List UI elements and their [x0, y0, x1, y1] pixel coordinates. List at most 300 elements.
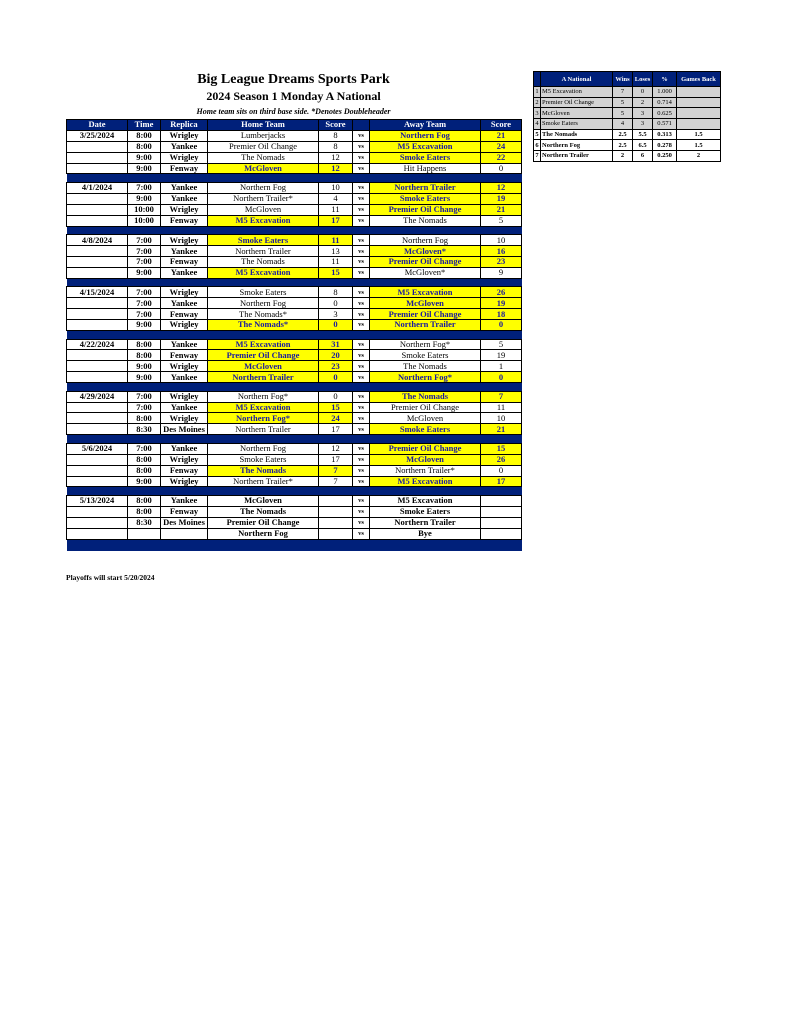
away-score: 0 [481, 320, 522, 331]
week-separator [67, 435, 522, 444]
standings-rank: 7 [535, 152, 539, 160]
away-score [481, 517, 522, 528]
game-date [67, 152, 128, 163]
home-score: 0 [319, 391, 353, 402]
away-team: The Nomads [370, 391, 481, 402]
schedule-body [67, 130, 522, 550]
vs-label: vs [353, 163, 370, 174]
standings-team: Smoke Eaters [541, 119, 613, 130]
page-subtitle: 2024 Season 1 Monday A National [206, 89, 381, 103]
standings-loses: 6 [633, 151, 653, 162]
home-team: The Nomads [208, 465, 319, 476]
standings-table [533, 71, 721, 162]
home-team: Northern Fog [208, 443, 319, 454]
vs-label: vs [353, 267, 370, 278]
game-row [67, 454, 522, 465]
home-score: 17 [319, 424, 353, 435]
game-date [67, 413, 128, 424]
game-time: 9:00 [128, 372, 161, 383]
vs-label: vs [353, 391, 370, 402]
game-replica: Wrigley [161, 287, 208, 298]
game-replica: Des Moines [161, 517, 208, 528]
game-date: 3/25/2024 [67, 130, 128, 141]
away-team: Premier Oil Change [370, 309, 481, 320]
col-header-home-score: Score [319, 120, 353, 131]
away-team: Smoke Eaters [370, 152, 481, 163]
game-time: 7:00 [128, 309, 161, 320]
away-team: Premier Oil Change [370, 204, 481, 215]
away-team: Smoke Eaters [370, 506, 481, 517]
home-team: Northern Fog [208, 528, 319, 539]
game-date [67, 424, 128, 435]
game-row [67, 141, 522, 152]
home-score [319, 506, 353, 517]
standings-games-back [677, 108, 721, 119]
away-team: McGloven* [370, 267, 481, 278]
game-time: 9:00 [128, 476, 161, 487]
standings-pct: 1.000 [653, 87, 677, 98]
away-team: Northern Trailer [370, 183, 481, 194]
game-time: 8:30 [128, 517, 161, 528]
standings-pct: 0.278 [653, 140, 677, 151]
vs-label: vs [353, 152, 370, 163]
home-team: Northern Fog* [208, 391, 319, 402]
game-row [67, 204, 522, 215]
standings-pct: 0.625 [653, 108, 677, 119]
vs-label: vs [353, 215, 370, 226]
vs-label: vs [353, 413, 370, 424]
away-team: Northern Trailer [370, 320, 481, 331]
game-time: 7:00 [128, 402, 161, 413]
game-replica: Yankee [161, 141, 208, 152]
vs-label: vs [353, 372, 370, 383]
standings-wins: 2.5 [613, 129, 633, 140]
away-score: 5 [481, 215, 522, 226]
away-score: 18 [481, 309, 522, 320]
game-row [67, 391, 522, 402]
home-score: 11 [319, 235, 353, 246]
game-date: 4/29/2024 [67, 391, 128, 402]
game-replica: Fenway [161, 215, 208, 226]
game-row [67, 193, 522, 204]
home-score: 8 [319, 141, 353, 152]
vs-label: vs [353, 298, 370, 309]
game-row [67, 298, 522, 309]
home-score: 3 [319, 309, 353, 320]
away-score: 21 [481, 424, 522, 435]
away-score: 12 [481, 183, 522, 194]
col-header-home-team: Home Team [208, 120, 319, 131]
away-score: 9 [481, 267, 522, 278]
vs-label: vs [353, 183, 370, 194]
standings-team: McGloven [541, 108, 613, 119]
game-replica: Yankee [161, 372, 208, 383]
game-date [67, 215, 128, 226]
game-row [67, 339, 522, 350]
game-row [67, 309, 522, 320]
game-replica: Yankee [161, 193, 208, 204]
standings-loses: 5.5 [633, 129, 653, 140]
away-team: Bye [370, 528, 481, 539]
away-team: Northern Trailer [370, 517, 481, 528]
game-time: 10:00 [128, 204, 161, 215]
game-time: 9:00 [128, 361, 161, 372]
away-score: 10 [481, 235, 522, 246]
vs-label: vs [353, 287, 370, 298]
away-team: McGloven [370, 454, 481, 465]
standings-loses: 6.5 [633, 140, 653, 151]
game-row [67, 372, 522, 383]
game-replica: Yankee [161, 495, 208, 506]
game-date [67, 506, 128, 517]
week-separator [67, 487, 522, 496]
game-replica: Yankee [161, 443, 208, 454]
standings-body [534, 87, 721, 162]
game-date [67, 309, 128, 320]
vs-label: vs [353, 193, 370, 204]
standings-rank: 6 [535, 141, 539, 149]
schedule-note: Home team sits on third base side. *Denotes Doubleheader [196, 107, 391, 116]
standings-games-back [677, 97, 721, 108]
game-row [67, 528, 522, 539]
game-replica: Fenway [161, 506, 208, 517]
standings-wins: 5 [613, 97, 633, 108]
game-row [67, 517, 522, 528]
home-team: Smoke Eaters [208, 454, 319, 465]
page-title: Big League Dreams Sports Park [197, 72, 390, 87]
home-score: 12 [319, 443, 353, 454]
week-separator [67, 539, 522, 551]
home-team: M5 Excavation [208, 402, 319, 413]
game-time: 7:00 [128, 298, 161, 309]
game-date [67, 372, 128, 383]
standings-rank: 3 [535, 109, 539, 117]
game-time: 8:00 [128, 339, 161, 350]
home-team: Northern Trailer* [208, 193, 319, 204]
game-row [67, 424, 522, 435]
game-replica: Yankee [161, 267, 208, 278]
standings-row [534, 151, 721, 162]
schedule-header-row [67, 120, 522, 131]
vs-label: vs [353, 517, 370, 528]
home-team: Premier Oil Change [208, 517, 319, 528]
game-row [67, 163, 522, 174]
vs-label: vs [353, 424, 370, 435]
vs-label: vs [353, 528, 370, 539]
game-replica: Yankee [161, 402, 208, 413]
home-team: The Nomads [208, 256, 319, 267]
vs-label: vs [353, 402, 370, 413]
vs-label: vs [353, 235, 370, 246]
game-date: 4/15/2024 [67, 287, 128, 298]
game-row [67, 320, 522, 331]
separator-bar [67, 487, 522, 496]
game-time: 9:00 [128, 163, 161, 174]
week-separator [67, 226, 522, 235]
away-team: McGloven* [370, 246, 481, 257]
vs-label: vs [353, 339, 370, 350]
home-score [319, 517, 353, 528]
away-score [481, 495, 522, 506]
vs-label: vs [353, 476, 370, 487]
vs-label: vs [353, 141, 370, 152]
week-separator [67, 278, 522, 287]
home-score: 4 [319, 193, 353, 204]
week-separator [67, 383, 522, 392]
standings-wins: 2 [613, 151, 633, 162]
away-team: McGloven [370, 298, 481, 309]
vs-label: vs [353, 495, 370, 506]
game-date [67, 163, 128, 174]
standings-pct: 0.250 [653, 151, 677, 162]
home-score: 15 [319, 402, 353, 413]
home-team: Premier Oil Change [208, 141, 319, 152]
game-date [67, 454, 128, 465]
game-time: 8:00 [128, 495, 161, 506]
game-time: 7:00 [128, 183, 161, 194]
game-date: 5/13/2024 [67, 495, 128, 506]
away-score: 0 [481, 372, 522, 383]
game-date: 4/8/2024 [67, 235, 128, 246]
home-team: Premier Oil Change [208, 350, 319, 361]
game-replica [161, 528, 208, 539]
home-score: 23 [319, 361, 353, 372]
away-team: M5 Excavation [370, 287, 481, 298]
away-score: 16 [481, 246, 522, 257]
home-team: Northern Trailer [208, 246, 319, 257]
vs-label: vs [353, 361, 370, 372]
home-team: McGloven [208, 163, 319, 174]
separator-bar [67, 539, 522, 551]
game-time: 7:00 [128, 287, 161, 298]
game-replica: Fenway [161, 163, 208, 174]
game-time: 8:30 [128, 424, 161, 435]
game-time: 8:00 [128, 413, 161, 424]
game-date [67, 204, 128, 215]
away-team: The Nomads [370, 361, 481, 372]
standings-rank: 5 [535, 131, 539, 139]
week-separator [67, 174, 522, 183]
game-time: 7:00 [128, 256, 161, 267]
home-score: 0 [319, 298, 353, 309]
game-replica: Fenway [161, 350, 208, 361]
col-header-away-score: Score [481, 120, 522, 131]
standings-loses: 2 [633, 97, 653, 108]
game-date [67, 193, 128, 204]
home-team: The Nomads* [208, 309, 319, 320]
game-time: 10:00 [128, 215, 161, 226]
standings-pct: 0.571 [653, 119, 677, 130]
game-row [67, 256, 522, 267]
game-date: 4/1/2024 [67, 183, 128, 194]
home-score: 15 [319, 267, 353, 278]
game-date [67, 320, 128, 331]
standings-team: M5 Excavation [541, 87, 613, 98]
standings-header-pct: % [653, 72, 677, 87]
home-score: 0 [319, 372, 353, 383]
game-date [67, 141, 128, 152]
away-team: Smoke Eaters [370, 350, 481, 361]
home-team: M5 Excavation [208, 339, 319, 350]
standings-games-back [677, 119, 721, 130]
vs-label: vs [353, 246, 370, 257]
away-score: 5 [481, 339, 522, 350]
game-time: 9:00 [128, 152, 161, 163]
standings-header-row [534, 72, 721, 87]
game-row [67, 235, 522, 246]
away-team: M5 Excavation [370, 476, 481, 487]
standings-games-back [677, 87, 721, 98]
home-score: 8 [319, 130, 353, 141]
away-team: M5 Excavation [370, 495, 481, 506]
vs-label: vs [353, 309, 370, 320]
standings-header-games-back: Games Back [677, 72, 721, 87]
home-score: 10 [319, 183, 353, 194]
away-team: McGloven [370, 413, 481, 424]
game-date: 5/6/2024 [67, 443, 128, 454]
away-team: Northern Trailer* [370, 465, 481, 476]
vs-label: vs [353, 204, 370, 215]
away-score: 7 [481, 391, 522, 402]
separator-bar [67, 174, 522, 183]
week-separator [67, 330, 522, 339]
home-team: Northern Fog [208, 183, 319, 194]
game-date [67, 465, 128, 476]
game-row [67, 152, 522, 163]
away-score: 11 [481, 402, 522, 413]
game-time: 8:00 [128, 465, 161, 476]
standings-row [534, 97, 721, 108]
col-header-away-team: Away Team [370, 120, 481, 131]
home-score: 8 [319, 287, 353, 298]
game-replica: Wrigley [161, 320, 208, 331]
home-team: The Nomads* [208, 320, 319, 331]
game-time: 9:00 [128, 267, 161, 278]
game-time: 8:00 [128, 141, 161, 152]
standings-loses: 3 [633, 108, 653, 119]
away-team: M5 Excavation [370, 141, 481, 152]
standings-games-back: 2 [677, 151, 721, 162]
game-replica: Wrigley [161, 391, 208, 402]
game-time: 7:00 [128, 246, 161, 257]
game-row [67, 361, 522, 372]
col-header-replica: Replica [161, 120, 208, 131]
game-row [67, 402, 522, 413]
away-score [481, 528, 522, 539]
col-header-date: Date [67, 120, 128, 131]
home-team: McGloven [208, 204, 319, 215]
game-time [128, 528, 161, 539]
standings-row [534, 140, 721, 151]
away-score: 1 [481, 361, 522, 372]
away-score: 26 [481, 287, 522, 298]
schedule-table [66, 119, 522, 551]
vs-label: vs [353, 506, 370, 517]
home-team: Smoke Eaters [208, 287, 319, 298]
separator-bar [67, 383, 522, 392]
game-date [67, 361, 128, 372]
away-team: The Nomads [370, 215, 481, 226]
home-team: Northern Trailer* [208, 476, 319, 487]
game-row [67, 246, 522, 257]
away-team: Premier Oil Change [370, 443, 481, 454]
game-replica: Yankee [161, 339, 208, 350]
away-score: 19 [481, 193, 522, 204]
away-score: 22 [481, 152, 522, 163]
vs-label: vs [353, 454, 370, 465]
game-time: 8:00 [128, 506, 161, 517]
away-team: Northern Fog* [370, 339, 481, 350]
standings-team: Premier Oil Change [541, 97, 613, 108]
standings-pct: 0.313 [653, 129, 677, 140]
away-score: 24 [481, 141, 522, 152]
game-replica: Wrigley [161, 235, 208, 246]
game-time: 7:00 [128, 443, 161, 454]
game-time: 9:00 [128, 193, 161, 204]
game-replica: Fenway [161, 309, 208, 320]
home-team: The Nomads [208, 152, 319, 163]
standings-rank: 2 [535, 99, 539, 107]
away-score: 19 [481, 298, 522, 309]
home-score: 11 [319, 256, 353, 267]
home-score: 17 [319, 215, 353, 226]
standings-rank: 4 [535, 120, 539, 128]
game-date [67, 402, 128, 413]
standings-team: The Nomads [541, 129, 613, 140]
game-replica: Wrigley [161, 152, 208, 163]
game-row [67, 476, 522, 487]
game-row [67, 443, 522, 454]
game-replica: Wrigley [161, 413, 208, 424]
standings-wins: 4 [613, 119, 633, 130]
game-replica: Wrigley [161, 204, 208, 215]
away-team: Premier Oil Change [370, 402, 481, 413]
away-team: Hit Happens [370, 163, 481, 174]
game-row [67, 495, 522, 506]
standings-header-loses: Loses [633, 72, 653, 87]
game-row [67, 130, 522, 141]
game-date [67, 350, 128, 361]
separator-bar [67, 330, 522, 339]
game-replica: Wrigley [161, 476, 208, 487]
game-time: 7:00 [128, 391, 161, 402]
game-row [67, 465, 522, 476]
game-replica: Yankee [161, 246, 208, 257]
home-team: McGloven [208, 495, 319, 506]
away-score: 21 [481, 130, 522, 141]
game-time: 8:00 [128, 130, 161, 141]
playoffs-note: Playoffs will start 5/20/2024 [66, 573, 155, 582]
standings-pct: 0.714 [653, 97, 677, 108]
home-team: Northern Trailer [208, 372, 319, 383]
away-score: 19 [481, 350, 522, 361]
away-team: Premier Oil Change [370, 256, 481, 267]
standings-header-wins: Wins [613, 72, 633, 87]
away-score: 23 [481, 256, 522, 267]
away-score [481, 506, 522, 517]
home-score [319, 495, 353, 506]
vs-label: vs [353, 350, 370, 361]
game-time: 9:00 [128, 320, 161, 331]
vs-label: vs [353, 465, 370, 476]
game-replica: Wrigley [161, 130, 208, 141]
vs-label: vs [353, 130, 370, 141]
away-team: Smoke Eaters [370, 193, 481, 204]
standings-games-back: 1.5 [677, 140, 721, 151]
home-score: 7 [319, 465, 353, 476]
standings-row [534, 87, 721, 98]
game-time: 7:00 [128, 235, 161, 246]
